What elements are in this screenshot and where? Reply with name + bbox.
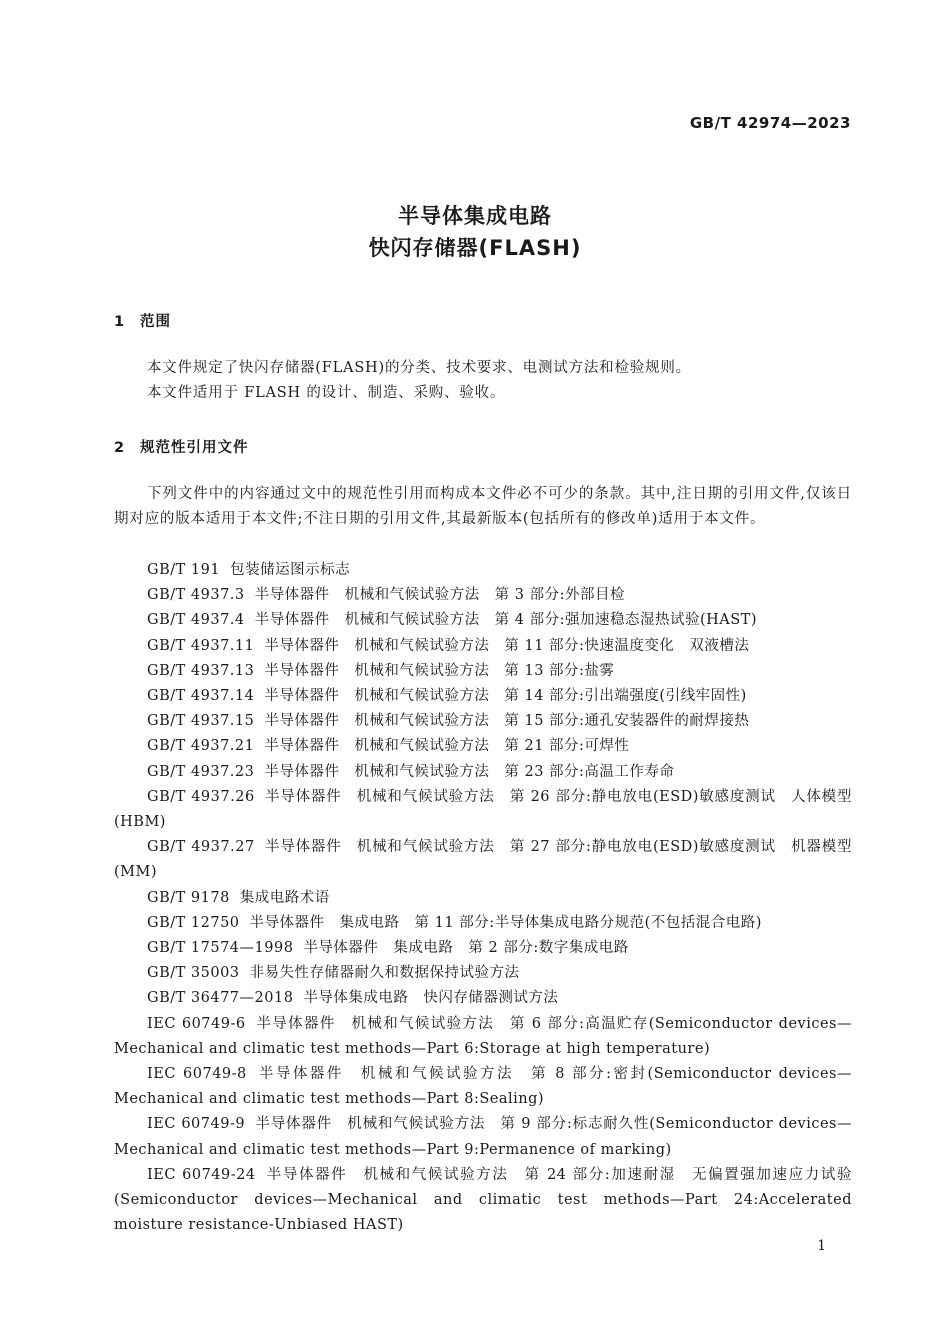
section-1-heading xyxy=(114,310,171,331)
reference-title: 非易失性存储器耐久和数据保持试验方法 xyxy=(249,965,520,982)
reference-list xyxy=(114,558,852,1238)
reference-code: GB/T 12750 xyxy=(147,914,240,931)
reference-title: 半导体集成电路 快闪存储器测试方法 xyxy=(303,990,559,1007)
reference-code: GB/T 4937.4 xyxy=(147,612,245,629)
section-2-title: 规范性引用文件 xyxy=(140,440,249,456)
reference-item xyxy=(114,659,852,684)
reference-code: GB/T 4937.15 xyxy=(147,713,255,730)
section-2-intro xyxy=(114,482,852,532)
reference-title: 半导体器件 机械和气候试验方法 第 3 部分:外部目检 xyxy=(254,587,625,604)
reference-code: GB/T 9178 xyxy=(147,889,230,906)
reference-item xyxy=(114,1062,852,1112)
reference-code: IEC 60749-6 xyxy=(147,1015,246,1032)
reference-item xyxy=(114,961,852,986)
reference-item xyxy=(114,835,852,885)
scope-paragraph: 本文件规定了快闪存储器(FLASH)的分类、技术要求、电测试方法和检验规则。 xyxy=(147,360,691,376)
reference-item xyxy=(114,1012,852,1062)
reference-code: GB/T 4937.23 xyxy=(147,763,255,780)
page-number: 1 xyxy=(817,1238,826,1254)
reference-title: 包装储运图示标志 xyxy=(230,562,351,578)
reference-code: GB/T 4937.21 xyxy=(147,738,255,755)
document-title-line-1: 半导体集成电路 xyxy=(398,204,552,228)
reference-item xyxy=(114,608,852,633)
reference-code: GB/T 4937.11 xyxy=(147,637,255,654)
document-title-line-2: 快闪存储器(FLASH) xyxy=(368,236,582,260)
section-1-body xyxy=(114,356,852,406)
reference-code: GB/T 4937.3 xyxy=(147,587,245,604)
reference-title: 半导体器件 机械和气候试验方法 第 15 部分:通孔安装器件的耐焊接热 xyxy=(264,713,750,730)
section-2-number: 2 xyxy=(114,440,126,456)
reference-item xyxy=(114,1112,852,1162)
section-2-heading xyxy=(114,436,249,457)
reference-title: 集成电路术语 xyxy=(239,889,330,906)
reference-item xyxy=(114,886,852,911)
reference-code: GB/T 4937.14 xyxy=(147,688,255,705)
section-1-title: 范围 xyxy=(140,314,171,330)
reference-code: GB/T 191 xyxy=(147,562,221,578)
reference-title: 半导体器件 机械和气候试验方法 第 14 部分:引出端强度(引线牢固性) xyxy=(264,688,747,705)
reference-title: 半导体器件 机械和气候试验方法 第 24 部分:加速耐湿 无偏置强加速应力试验(Semiconductor devices—Mechanical and climatic test methods—Part 24:Accelerated moisture resistance-Unbiased HAST) xyxy=(114,1166,852,1234)
reference-title: 半导体器件 机械和气候试验方法 第 27 部分:静电放电(ESD)敏感度测试 机器模型(MM) xyxy=(114,839,852,881)
reference-item xyxy=(114,583,852,608)
applicability-paragraph: 本文件适用于 FLASH 的设计、制造、采购、验收。 xyxy=(147,385,506,402)
reference-item xyxy=(114,684,852,709)
reference-code: GB/T 17574—1998 xyxy=(147,940,294,957)
reference-item xyxy=(114,760,852,785)
reference-item xyxy=(114,709,852,734)
reference-title: 半导体器件 机械和气候试验方法 第 11 部分:快速温度变化 双液槽法 xyxy=(264,637,750,654)
reference-code: IEC 60749-8 xyxy=(147,1066,247,1083)
reference-item xyxy=(114,936,852,961)
reference-title: 半导体器件 机械和气候试验方法 第 13 部分:盐雾 xyxy=(264,662,615,679)
reference-code: GB/T 4937.26 xyxy=(147,788,255,805)
reference-code: IEC 60749-24 xyxy=(147,1166,256,1183)
section-1-number: 1 xyxy=(114,314,126,330)
reference-item xyxy=(114,734,852,759)
reference-title: 半导体器件 机械和气候试验方法 第 4 部分:强加速稳态湿热试验(HAST) xyxy=(254,612,758,629)
reference-item xyxy=(114,911,852,936)
reference-title: 半导体器件 集成电路 第 11 部分:半导体集成电路分规范(不包括混合电路) xyxy=(249,914,762,931)
reference-title: 半导体器件 集成电路 第 2 部分:数字集成电路 xyxy=(303,940,629,957)
reference-title: 半导体器件 机械和气候试验方法 第 23 部分:高温工作寿命 xyxy=(264,763,675,780)
reference-title: 半导体器件 机械和气候试验方法 第 21 部分:可焊性 xyxy=(264,738,630,755)
reference-title: 半导体器件 机械和气候试验方法 第 26 部分:静电放电(ESD)敏感度测试 人体模型(HBM) xyxy=(114,788,852,831)
reference-item xyxy=(114,986,852,1011)
reference-code: GB/T 35003 xyxy=(147,965,240,982)
reference-item xyxy=(114,634,852,659)
standard-number: GB/T 42974—2023 xyxy=(689,114,851,132)
reference-item xyxy=(114,558,852,583)
normative-references-intro: 下列文件中的内容通过文中的规范性引用而构成本文件必不可少的条款。其中,注日期的引用文件,仅该日期对应的版本适用于本文件;不注日期的引用文件,其最新版本(包括所有的修改单)适用于本文件。 xyxy=(114,486,852,528)
reference-item xyxy=(114,785,852,835)
reference-item xyxy=(114,1163,852,1239)
reference-title: 半导体器件 机械和气候试验方法 第 6 部分:高温贮存(Semiconductor devices—Mechanical and climatic test methods—Part 6:Storage at high temperature) xyxy=(114,1015,852,1057)
reference-title: 半导体器件 机械和气候试验方法 第 8 部分:密封(Semiconductor devices—Mechanical and climatic test methods—Part 8:Sealing) xyxy=(114,1066,852,1108)
reference-code: GB/T 4937.27 xyxy=(147,839,255,856)
reference-code: GB/T 36477—2018 xyxy=(147,990,294,1007)
reference-code: GB/T 4937.13 xyxy=(147,662,255,679)
reference-code: IEC 60749-9 xyxy=(147,1116,246,1133)
reference-title: 半导体器件 机械和气候试验方法 第 9 部分:标志耐久性(Semiconductor devices—Mechanical and climatic test methods—Part 9:Permanence of marking) xyxy=(114,1116,852,1158)
